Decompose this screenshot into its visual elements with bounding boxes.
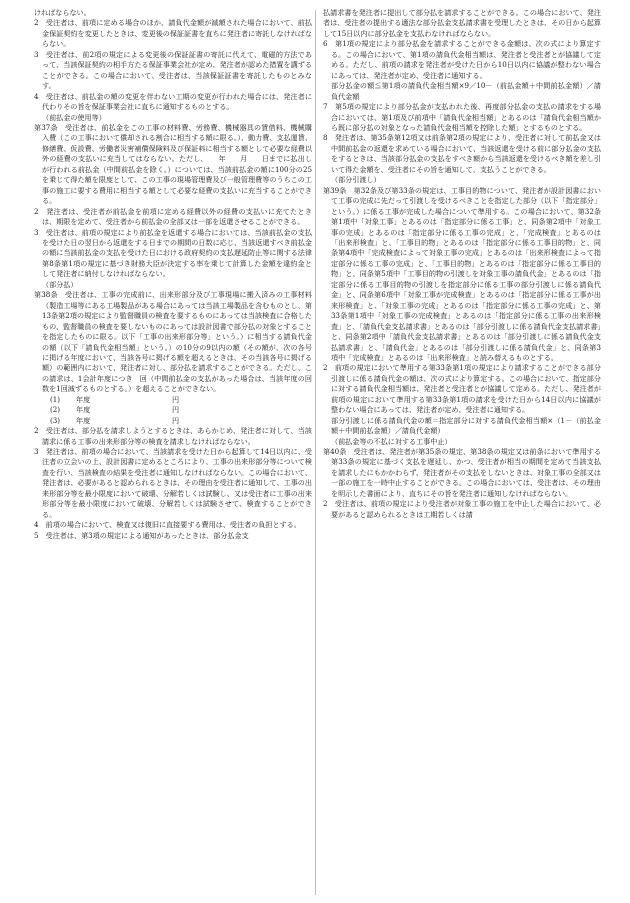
numbered-paragraph: 2 前項の規定において準用する第33条第1項の規定により請求することができる部分引渡しに係る請負代金の額は、次の式により算定する。この場合において、指定部分に対する請負代金相当額は、発注者と受注者とが協議して定める。ただし、発注者が前項の規定において準用する第33条第1項の請求を受けた日から14日以内に協議が整わない場合にあっては、発注者が定め、受注者に通知する。: [323, 363, 601, 415]
numbered-paragraph: 4 前項の場合において、検査又は復旧に直接要する費用は、受注者の負担とする。: [34, 520, 301, 530]
numbered-paragraph: 6 第1項の規定により部分払金を請求することができる金額は、次の式により算定する。この場合において、第1項の請負代金相当額は、発注者と受注者とが協議して定める。ただし、前項の請求を発注者が受けた日から10日以内に協議が整わない場合にあっては、発注者が定め、受注者に通知する。: [323, 39, 601, 80]
article-heading-paragraph: 第39条 第32条及び第33条の規定は、工事目的物について、発注者が設計図書において工事の完成に先だって引渡しを受けるべきことを指定した部分（以下「指定部分」という。）に係る工事が完成した場合について準用する。この場合において、第32条第1項中「対象工事」とあるのは「指定部分に係る工事」と、同条第2項中「対象工事の完成」とあるのは「指定部分に係る工事の完成」と、「完成検査」とあるのは「出来形検査」と、「工事目的物」とあるのは「指定部分に係る工事目的物」と、同条第4項中「完成検査によって対象工事の完成」とあるのは「出来形検査によって指定部分に係る工事の完成」と、「工事目的物」とあるのは「指定部分に係る工事目的物」と、同条第5項中「工事目的物の引渡しを対象工事の請負代金」とあるのは「指定部分に係る工事目的物の引渡しを指定部分に係る工事の部分引渡しに係る請負代金」と、同条第6項中「対象工事が完成検査」とあるのは「指定部分に係る工事が出来形検査」と、「対象工事の完成」とあるのは「指定部分に係る工事の完成」と、第33条第1項中「対象工事の完成検査」とあるのは「指定部分に係る工事の出来形検査」と、「請負代金支払請求書」とあるのは「部分引渡しに係る請負代金支払請求書」と、同条第2項中「請負代金支払請求書」とあるのは「部分引渡しに係る請負代金支払請求書」と、「請負代金」とあるのは「部分引渡しに係る請負代金」と、同条第3項中「完成検査」とあるのは「出来形検査」と読み替えるものとする。: [323, 185, 601, 362]
schedule-row: [34, 416, 312, 426]
schedule-row-number: (3): [50, 415, 61, 425]
numbered-paragraph: 3 受注者は、前項の規定により前払金を返還する場合においては、当該前払金の支払を受けた日の翌日から返還をする日までの期間の日数に応じ、当該返還すべき前払金の額に当該前払金の支払を受けた日における政府契約の支払遅延防止等に関する法律第8条第1項の規定に基づき財務大臣が決定する率を乗じて計算した金額を違約金として発注者に納付しなければならない。: [34, 227, 312, 279]
article-heading-paragraph: 第38条 受注者は、工事の完成前に、出来形部分及び工事現場に搬入済みの工事材料（製造工場等にある工場製品がある場合にあっては当該工場製品を含むものとし、第13条第2項の規定により監督職員の検査を要するものにあっては当該検査に合格したもの、監督職員の検査を要しないものにあっては設計図書で部分払の対象とすることを指定したものに限る。以下「工事の出来形部分等」という。）に相当する請負代金の額（以下「請負代金相当額」という。）の10分の9以内の額（その額が、次の各号に掲げる年度において、当該各号に掲げる額を超えるときは、その当該各号に掲げる額）の範囲内において、発注者に対し、部分払を請求することができる。ただし、この請求は、1会計年度につき 回（中間前払金の支払があった場合は、当該年度の回数を1回減ずるものとする。）を超えることができない。: [34, 290, 312, 394]
article-caption: （前払金等の不払に対する工事中止）: [331, 436, 452, 446]
schedule-row-year: 年度: [76, 415, 91, 425]
schedule-row-amount: 円: [172, 405, 180, 415]
numbered-paragraph: 2 受注者は、前項の規定により受注者が対象工事の施工を中止した場合において、必要があると認められるときは工期若しくは請: [323, 499, 601, 519]
column-divider: [315, 10, 316, 895]
numbered-paragraph: 3 受注者は、前2項の規定による変更後の保証証書の寄託に代えて、電磁的方法であって、当該保証契約の相手方たる保証事業会社が定め、発注者が認めた措置を講ずることができる。この場合において、受注者は、当該保証証書を寄託したものとみなす。: [34, 49, 312, 91]
article-caption: （前払金の使用等）: [42, 112, 106, 122]
schedule-row-number: (2): [50, 405, 61, 415]
numbered-paragraph: 4 受注者は、前払金の額の変更を伴わない工期の変更が行われた場合には、発注者に代わりその旨を保証事業会社に直ちに通知するものとする。: [34, 91, 312, 112]
schedule-row: [34, 395, 312, 405]
schedule-row-amount: 円: [172, 415, 180, 425]
paragraph-continuation: 払請求書を発注者に提出して部分払を請求することができる。この場合において、発注者は、受注者の提出する適法な部分払金支払請求書を受理したときは、その日から起算して15日以内に部分払金を支払わなければならない。: [323, 8, 601, 38]
numbered-paragraph: 3 発注者は、前項の場合において、当該請求を受けた日から起算して14日以内に、受注者の立会いの上、設計図書に定めるところにより、工事の出来形部分等について検査を行い、当該検査の結果を受注者に通知しなければならない。この場合において、発注者は、必要があると認められるときは、その理由を受注者に通知して、工事の出来形部分等を最小限度において破壊、分解若しくは試験し、又は受注者に工事の出来形部分等を最小限度において破壊、分解若しくは試験させて、検査することができる。: [34, 447, 312, 519]
numbered-paragraph: 2 発注者は、受注者が前払金を前項に定める経費以外の経費の支払いに充てたときは、期限を定めて、受注者から前払金の全部又は一部を返還させることができる。: [34, 206, 312, 227]
numbered-paragraph: 8 発注者は、第35条第12項又は前条第2項の規定により、受注者に対して前払金又は中間前払金の返還を求めている場合において、当該返還を受ける前に部分払金の支払をするときは、当該部分払金の支払をすべき額から当該返還を受けるべき額を差し引いて得た金額を、受注者にその旨を通知して、支払うことができる。: [323, 133, 601, 174]
article-heading-paragraph: 第40条 受注者は、発注者が第35条の規定、第38条の規定又は前条において準用する第33条の規定に基づく支払を遅延し、かつ、受注者が相当の期間を定めて当該支払を請求したにもかかわらず、発注者がその支払をしないときは、対象工事の全部又は一部の施工を一時中止することができる。この場合においては、受注者は、その理由を明示した書面により、直ちにその旨を発注者に通知しなければならない。: [323, 447, 601, 498]
schedule-row-year: 年度: [76, 394, 91, 404]
numbered-paragraph: 5 受注者は、第3項の規定による通知があったときは、部分払金支: [34, 530, 249, 540]
schedule-row: [34, 405, 312, 415]
formula-line: 部分払金の額≦第1項の請負代金相当額×9／10－（前払金額＋中間前払金額）／請負代金額: [331, 81, 601, 101]
numbered-paragraph: 2 受注者は、部分払を請求しようとするときは、あらかじめ、発注者に対して、当該請求に係る工事の出来形部分等の検査を請求しなければならない。: [34, 426, 312, 446]
formula-line: 部分引渡しに係る請負代金の額＝指定部分に対する請負代金相当額×（1－（前払金額＋中間前払金額）／請負代金額）: [331, 415, 601, 436]
schedule-row-year: 年度: [76, 405, 91, 415]
numbered-paragraph: 2 受注者は、前項に定める場合のほか、請負代金額が減額された場合において、前払金保証契約を変更したときは、変更後の保証証書を直ちに発注者に寄託しなければならない。: [34, 18, 312, 49]
paragraph-continuation: ければならない。: [34, 8, 91, 17]
article-caption: （部分引渡し）: [331, 175, 381, 185]
schedule-row-amount: 円: [172, 394, 180, 404]
article-caption: （部分払）: [42, 279, 78, 289]
right-column: [323, 8, 601, 520]
schedule-row-number: (1): [50, 394, 61, 404]
article-heading-paragraph: 第37条 受注者は、前払金をこの工事の材料費、労務費、機械器具の賃借料、機械購入費（この工事において償却される割合に相当する額に限る。）、動力費、支払運賃、修繕費、仮設費、労働者災害補償保険料及び保証料に相当する額として必要な経費以外の経費の支払いに充当してはならない。ただし、 年 月 日までに払出しが行われる前払金（中間前払金を除く。）については、当該前払金の額に100分の25を乗じて得た額を限度として、この工事の現場管理費及び一般管理費等のうちこの工事の施工に要する費用に相当する額として必要な経費の支払いに充当することができる。: [34, 122, 312, 206]
left-column: [34, 8, 312, 541]
numbered-paragraph: 7 第5項の規定により部分払金が支払われた後、再度部分払金の支払の請求をする場合においては、第1項及び前項中「請負代金相当額」とあるのは「請負代金相当額から既に部分払の対象となった請負代金相当額を控除した額」とするものとする。: [323, 102, 601, 132]
